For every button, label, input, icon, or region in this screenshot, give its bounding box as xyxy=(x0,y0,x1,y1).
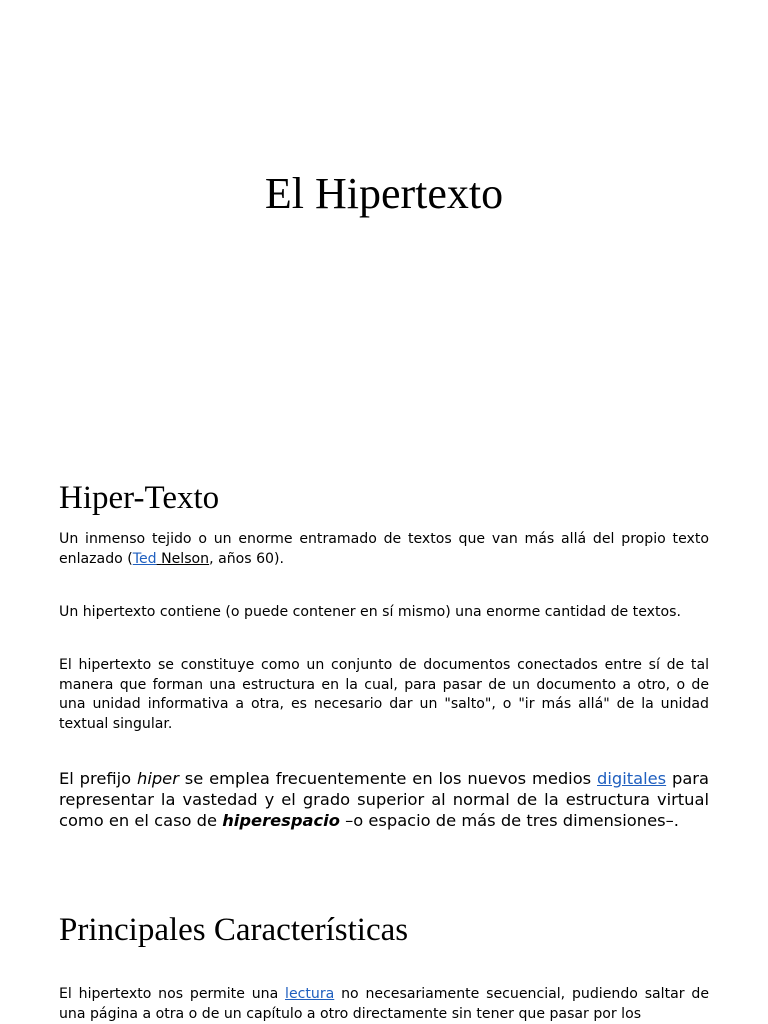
digitales-link[interactable]: digitales xyxy=(597,769,667,788)
paragraph-text: para representar la vastedad y el grado superior al normal de la estructura virtual como en el caso de xyxy=(59,769,709,830)
paragraph-lectura xyxy=(59,985,709,1024)
lectura-link[interactable]: lectura xyxy=(285,986,335,1002)
hiperespacio-emphasis: hiperespacio xyxy=(222,811,340,830)
section-heading-caracteristicas: Principales Características xyxy=(59,912,409,948)
paragraph-text: El prefijo xyxy=(59,769,137,788)
paragraph-structure: El hipertexto se constituye como un conjunto de documentos conectados entre sí de tal manera que forman una estructura en la cual, para pasar de un documento a otro, o de una unidad informativa a otra, es necesario dar un "salto", o "ir más allá" de la unidad textual singular. xyxy=(59,657,709,732)
nelson-text: Nelson xyxy=(161,550,210,567)
paragraph-text: , años 60). xyxy=(209,550,284,567)
paragraph-prefix xyxy=(59,768,709,831)
ted-link[interactable]: Ted xyxy=(132,550,157,567)
paragraph-text: Un inmenso tejido o un enorme entramado de textos que van más allá del propio texto enlazado ( xyxy=(59,531,709,567)
document-title: El Hipertexto xyxy=(264,169,504,218)
paragraph-text: –o espacio de más de tres dimensiones–. xyxy=(339,811,679,830)
paragraph-text: no necesariamente secuencial, pudiendo saltar de una página a otra o de un capítulo a otro directamente sin tener que pasar por los xyxy=(59,986,709,1022)
hiper-emphasis: hiper xyxy=(137,769,179,788)
paragraph-text: se emplea frecuentemente en los nuevos medios xyxy=(178,769,598,788)
section-heading-hipertexto: Hiper-Texto xyxy=(59,480,220,516)
paragraph-text: El hipertexto nos permite una xyxy=(59,986,286,1002)
paragraph-content: Un hipertexto contiene (o puede contener en sí mismo) una enorme cantidad de textos. xyxy=(59,604,681,620)
paragraph-definition xyxy=(59,530,709,569)
